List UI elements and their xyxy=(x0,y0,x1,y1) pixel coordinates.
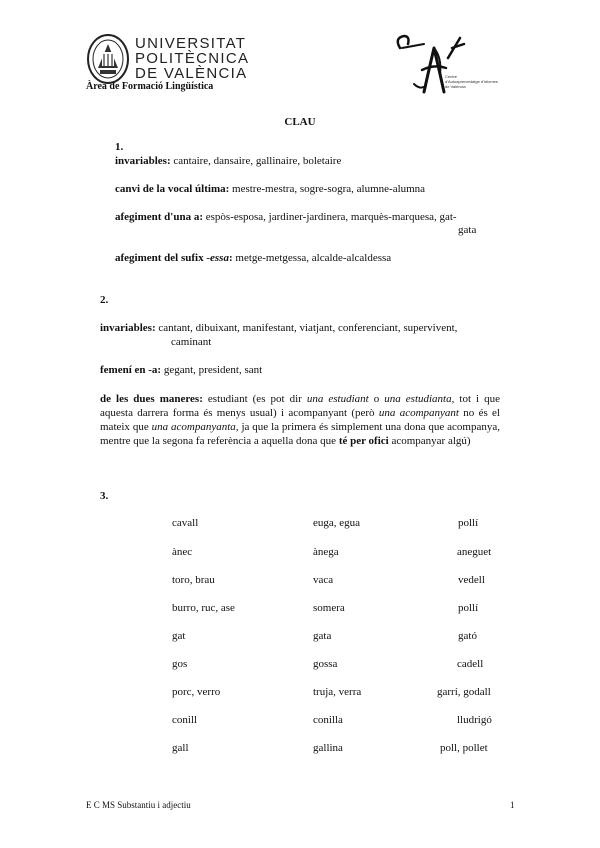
table-cell-feminine: truja, verra xyxy=(313,686,362,698)
table-cell-feminine: gata xyxy=(313,630,332,642)
s1-sufix-text: metge-metgessa, alcalde-alcaldessa xyxy=(235,252,392,264)
s2-femeni-text: gegant, president, sant xyxy=(163,364,263,376)
s1-canvi xyxy=(115,183,425,195)
table-cell-masculine: ànec xyxy=(172,546,193,558)
table-cell-feminine: euga, egua xyxy=(313,517,361,529)
table-cell-masculine: toro, brau xyxy=(172,574,215,586)
section-3-number: 3. xyxy=(100,490,109,502)
section-1-number: 1. xyxy=(115,141,124,153)
department-name: Àrea de Formació Lingüística xyxy=(86,81,214,92)
footer-title: E C MS Substantiu i adjectiu xyxy=(86,800,191,810)
university-name: UNIVERSITAT POLITÈCNICA DE VALÈNCIA xyxy=(135,35,250,82)
s1-afegiment-a-text: espòs-esposa, jardiner-jardinera, marquès-marquesa, gat- xyxy=(205,211,457,223)
table-cell-young: poll, pollet xyxy=(440,742,488,754)
table-cell-masculine: gos xyxy=(172,658,188,670)
page-number: 1 xyxy=(510,800,515,810)
s2-invariables-continuation: caminant xyxy=(171,336,212,348)
s1-afegiment-a-label: afegiment d'una a: xyxy=(115,211,203,223)
s2-invariables xyxy=(100,322,457,334)
s2-femeni-label: femení en -a: xyxy=(100,364,162,376)
s2-femeni xyxy=(100,364,262,376)
table-cell-young: pollí xyxy=(458,602,479,614)
table-cell-feminine: vaca xyxy=(313,574,334,586)
table-cell-masculine: gat xyxy=(172,630,186,642)
table-cell-young: gató xyxy=(458,630,477,642)
table-cell-masculine: conill xyxy=(172,714,198,726)
s2-dues-label: de les dues maneres: xyxy=(100,393,203,405)
table-cell-feminine: somera xyxy=(313,602,345,614)
table-cell-masculine: porc, verro xyxy=(172,686,221,698)
section-2-number: 2. xyxy=(100,294,109,306)
s1-canvi-text: mestre-mestra, sogre-sogra, alumne-alumna xyxy=(232,183,426,195)
s1-invariables-label: invariables: xyxy=(115,155,171,167)
table-cell-masculine: cavall xyxy=(172,517,199,529)
table-cell-young: pollí xyxy=(458,517,479,529)
table-cell-feminine: gossa xyxy=(313,658,338,670)
table-cell-feminine: ànega xyxy=(313,546,339,558)
s1-sufix xyxy=(115,252,391,264)
table-cell-young: aneguet xyxy=(457,546,492,558)
s1-sufix-label: afegiment del sufix -essa: xyxy=(115,252,233,264)
s2-dues-maneres: de les dues maneres: estudiant (es pot dir una estudiant o una estudianta, tot i que aquesta darrera forma és menys usual) i acompanyant (però una acompanyant no és el mateix que una acompanyanta, ja que la primera és simplement una dona que acompanya, mentre que la segona fa referència a aquella dona que té per ofici acompanyar algú) xyxy=(100,393,500,447)
table-cell-young: cadell xyxy=(457,658,484,670)
s1-afegiment-a xyxy=(115,211,457,223)
table-cell-young: vedell xyxy=(458,574,485,586)
s1-afegiment-a-continuation: gata xyxy=(458,224,477,236)
table-cell-young: garrí, godall xyxy=(437,686,491,698)
s2-invariables-text: cantant, dibuixant, manifestant, viatjant, conferenciant, supervivent, xyxy=(158,322,458,334)
caai-caption: Centre d'Autoaprenentatge d'Idiomes de València xyxy=(445,74,498,89)
table-cell-masculine: burro, ruc, ase xyxy=(172,602,235,614)
table-cell-masculine: gall xyxy=(172,742,189,754)
university-seal-logo xyxy=(86,32,130,86)
table-cell-young: lludrigó xyxy=(457,714,492,726)
s1-canvi-label: canvi de la vocal última: xyxy=(115,183,230,195)
s2-invariables-label: invariables: xyxy=(100,322,156,334)
table-cell-feminine: conilla xyxy=(313,714,343,726)
table-cell-feminine: gallina xyxy=(313,742,343,754)
page-title: CLAU xyxy=(284,116,316,128)
s1-invariables xyxy=(115,155,341,167)
s1-invariables-text: cantaire, dansaire, gallinaire, boletaire xyxy=(173,155,342,167)
